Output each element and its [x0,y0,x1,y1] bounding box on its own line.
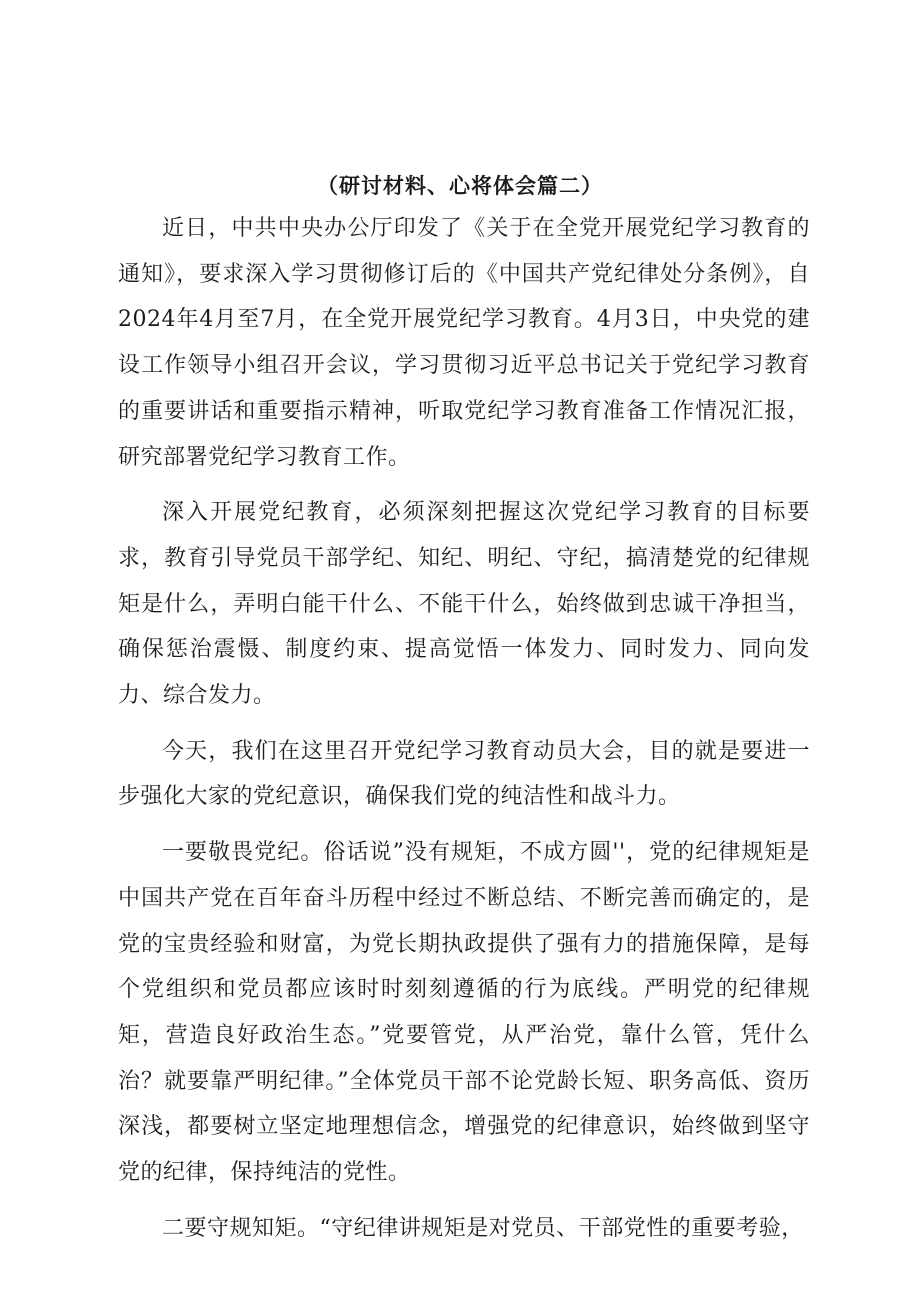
paragraph-3: 今天，我们在这里召开党纪学习教育动员大会，目的就是要进一步强化大家的党纪意识，确保我们党的纯洁性和战斗力。 [118,738,810,810]
document-body [118,206,810,1261]
paragraph-4: 一要敬畏党纪。俗话说”没有规矩，不成方圆''，党的纪律规矩是中国共产党在百年奋斗历程中经过不断总结、不断完善而确定的，是党的宝贵经验和财富，为党长期执政提供了强有力的措施保障，是每个党组织和党员都应该时时刻刻遵循的行为底线。严明党的纪律规矩，营造良好政治生态。”党要管党，从严治党，靠什么管，凭什么治？就要靠严明纪律。”全体党员干部不论党龄长短、职务高低、资历深浅，都要树立坚定地理想信念，增强党的纪律意识，始终做到坚守党的纪律，保持纯洁的党性。 [118,840,810,1186]
paragraph-1: 近日，中共中央办公厅印发了《关于在全党开展党纪学习教育的通知》，要求深入学习贯彻修订后的《中国共产党纪律处分条例》，自2024年4月至7月，在全党开展党纪学习教育。4月3日，中央党的建设工作领导小组召开会议，学习贯彻习近平总书记关于党纪学习教育的重要讲话和重要指示精神，听取党纪学习教育准备工作情况汇报，研究部署党纪学习教育工作。 [118,216,810,470]
paragraph-5: 二要守规知矩。“守纪律讲规矩是对党员、干部党性的重要考验， [162,1215,804,1241]
document-title: （研讨材料、心将体会篇二） [317,173,603,198]
paragraph-2: 深入开展党纪教育，必须深刻把握这次党纪学习教育的目标要求，教育引导党员干部学纪、知纪、明纪、守纪，搞清楚党的纪律规矩是什么，弄明白能干什么、不能干什么，始终做到忠诚干净担当，确保惩治震慑、制度约束、提高觉悟一体发力、同时发力、同向发力、综合发力。 [118,500,810,709]
